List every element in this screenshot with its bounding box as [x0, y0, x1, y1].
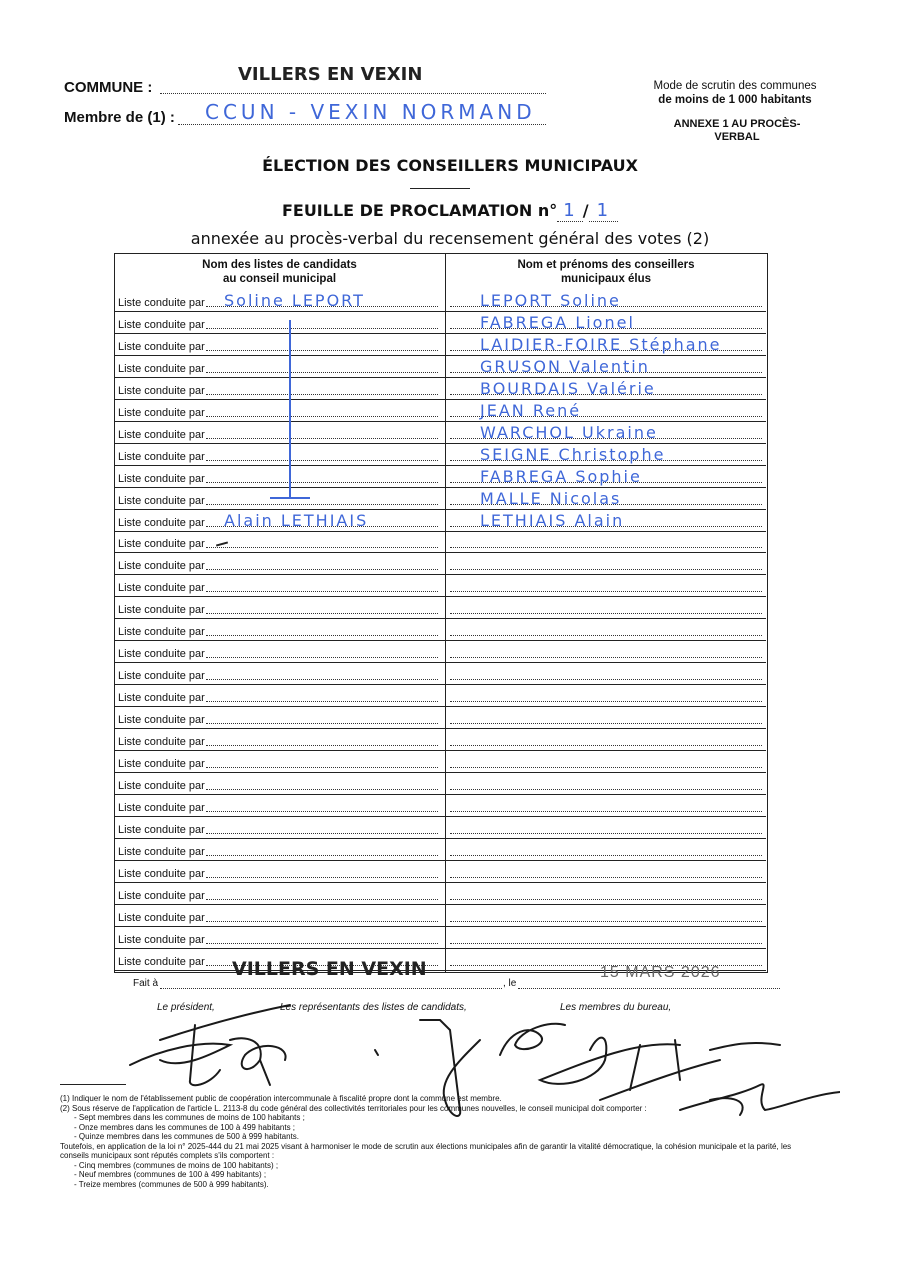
row-liste-dotted — [206, 723, 438, 724]
row-prefix: Liste conduite par — [118, 867, 205, 880]
table-row — [114, 356, 766, 378]
row-prefix: Liste conduite par — [118, 714, 205, 727]
president-label: Le président, — [157, 1002, 215, 1013]
row-prefix: Liste conduite par — [118, 472, 205, 485]
row-elu-dotted — [450, 569, 762, 570]
row-liste-dotted — [206, 350, 438, 351]
row-liste-dotted — [206, 591, 438, 592]
row-elu-dotted — [450, 547, 762, 548]
row-elu-name: SEIGNE Christophe — [480, 444, 666, 464]
row-prefix: Liste conduite par — [118, 845, 205, 858]
table-row — [114, 927, 766, 949]
feuille-title — [0, 200, 900, 221]
row-liste-dotted — [206, 943, 438, 944]
row-liste-dotted — [206, 745, 438, 746]
table-row — [114, 883, 766, 905]
row-elu-dotted — [450, 635, 762, 636]
row-prefix: Liste conduite par — [118, 516, 205, 529]
row-elu-dotted — [450, 943, 762, 944]
table-row — [114, 553, 766, 575]
footnote-line: - Treize membres (communes de 500 à 999 habitants). — [74, 1179, 269, 1189]
row-prefix: Liste conduite par — [118, 450, 205, 463]
row-prefix: Liste conduite par — [118, 318, 205, 331]
footnote-line: Toutefois, en application de la loi n° 2025-444 du 21 mai 2025 visant à harmoniser le mode de scrutin aux élections municipales afin de garantir la vitalité démocratique, la cohésion municipale et la parité, les — [60, 1141, 792, 1151]
row-elu-name: MALLE Nicolas — [480, 488, 622, 508]
mode-line-1: Mode de scrutin des communes — [653, 80, 817, 92]
row-elu-name: BOURDAIS Valérie — [480, 378, 656, 398]
commune-label: COMMUNE : — [64, 79, 153, 96]
row-liste-dotted — [206, 394, 438, 395]
representants-label: Les représentants des listes de candidats, — [280, 1002, 467, 1013]
ditto-bracket-line — [289, 320, 291, 498]
row-prefix: Liste conduite par — [118, 626, 205, 639]
row-liste-dotted — [206, 372, 438, 373]
row-liste-dotted — [206, 767, 438, 768]
row-liste-dotted — [206, 657, 438, 658]
row-elu-dotted — [450, 877, 762, 878]
row-prefix: Liste conduite par — [118, 494, 205, 507]
table-row — [114, 905, 766, 927]
row-liste-dotted — [206, 679, 438, 680]
table-row — [114, 685, 766, 707]
date-stamp: 15 MARS 2026 — [600, 964, 721, 981]
row-prefix: Liste conduite par — [118, 801, 205, 814]
header-elus-line-2: municipaux élus — [560, 273, 652, 285]
table-header-elus — [446, 258, 766, 286]
header-elus-line-1: Nom et prénoms des conseillers — [517, 259, 695, 271]
mode-scrutin — [640, 79, 830, 107]
row-elu-name: WARCHOL Ukraine — [480, 422, 658, 442]
row-elu-dotted — [450, 613, 762, 614]
row-elu-name: LEPORT Soline — [480, 291, 621, 310]
row-prefix: Liste conduite par — [118, 889, 205, 902]
membre-label: Membre de (1) : — [64, 109, 175, 126]
row-liste-dotted — [206, 504, 438, 505]
footnote-line: - Cinq membres (communes de moins de 100 habitants) ; — [74, 1160, 279, 1170]
row-prefix: Liste conduite par — [118, 779, 205, 792]
table-row — [114, 290, 766, 312]
ditto-bracket-foot — [270, 497, 310, 499]
row-prefix: Liste conduite par — [118, 736, 205, 748]
row-liste-dotted — [206, 635, 438, 636]
table-header-listes — [114, 258, 445, 286]
membre-dotted-line — [178, 123, 546, 125]
footnote-line: - Neuf membres (communes de 100 à 499 habitants) ; — [74, 1170, 267, 1179]
row-prefix: Liste conduite par — [118, 340, 205, 353]
row-prefix: Liste conduite par — [118, 538, 205, 551]
row-prefix: Liste conduite par — [118, 428, 205, 441]
fait-dotted-line — [160, 988, 502, 989]
row-liste-dotted — [206, 482, 438, 483]
row-prefix: Liste conduite par — [118, 604, 205, 617]
feuille-label: FEUILLE DE PROCLAMATION n° — [281, 201, 558, 220]
feuille-number: 1 — [557, 200, 582, 222]
row-liste-name: Soline LEPORT — [224, 291, 365, 310]
row-liste-dotted — [206, 416, 438, 417]
mode-line-2: de moins de 1 000 habitants — [658, 94, 812, 106]
row-elu-dotted — [450, 591, 762, 592]
row-elu-dotted — [450, 767, 762, 768]
table-row — [114, 861, 766, 883]
table-row — [114, 510, 766, 532]
row-liste-name: Alain LETHIAIS — [224, 510, 369, 530]
table-row — [114, 839, 766, 861]
feuille-total: 1 — [589, 200, 618, 222]
table-row — [114, 378, 766, 400]
row-liste-dotted — [206, 877, 438, 878]
row-prefix: Liste conduite par — [118, 297, 205, 309]
row-elu-name: JEAN René — [480, 400, 582, 420]
table-row — [114, 575, 766, 597]
table-row — [114, 773, 766, 795]
row-liste-dotted — [206, 855, 438, 856]
table-row — [114, 707, 766, 729]
annexe — [652, 118, 822, 144]
table-row — [114, 334, 766, 356]
election-title: ÉLECTION DES CONSEILLERS MUNICIPAUX — [262, 156, 638, 175]
table-row — [114, 619, 766, 641]
row-elu-dotted — [450, 789, 762, 790]
table-row — [114, 751, 766, 773]
row-prefix: Liste conduite par — [118, 933, 205, 946]
row-prefix: Liste conduite par — [118, 384, 205, 397]
annexee-subtitle: annexée au procès-verbal du recensement général des votes (2) — [190, 229, 710, 248]
row-prefix: Liste conduite par — [118, 955, 205, 968]
row-liste-dotted — [206, 613, 438, 614]
table-row — [114, 422, 766, 444]
annexe-line-2: VERBAL — [714, 131, 760, 143]
annexe-line-1: ANNEXE 1 AU PROCÈS- — [673, 118, 801, 130]
header-listes-line-2: au conseil municipal — [222, 273, 337, 285]
footnote-line: conseils municipaux sont réputés complets s'ils comportent : — [60, 1151, 275, 1160]
commune-value: VILLERS EN VEXIN — [238, 64, 423, 85]
row-prefix: Liste conduite par — [118, 670, 205, 683]
row-elu-dotted — [450, 723, 762, 724]
row-elu-dotted — [450, 679, 762, 680]
footnote-line: (1) Indiquer le nom de l'établissement public de coopération intercommunale à fiscalité propre dont la commune est membre. — [60, 1094, 502, 1103]
row-liste-dotted — [206, 438, 438, 439]
row-liste-dotted — [206, 789, 438, 790]
le-dotted-line — [518, 988, 780, 989]
row-prefix: Liste conduite par — [118, 648, 205, 661]
table-row — [114, 663, 766, 685]
row-prefix: Liste conduite par — [118, 406, 205, 419]
row-liste-dotted — [206, 701, 438, 702]
feuille-slash: / — [582, 201, 589, 220]
row-prefix: Liste conduite par — [118, 692, 205, 705]
row-elu-dotted — [450, 701, 762, 702]
row-elu-name: LAIDIER-FOIRE Stéphane — [480, 334, 722, 354]
row-elu-dotted — [450, 899, 762, 900]
table-row — [114, 312, 766, 334]
table-row — [114, 817, 766, 839]
footnotes — [60, 1094, 840, 1189]
row-liste-dotted — [206, 833, 438, 834]
row-prefix: Liste conduite par — [118, 823, 205, 836]
table-row — [114, 488, 766, 510]
title-separator — [410, 188, 470, 189]
row-elu-name: GRUSON Valentin — [480, 356, 650, 376]
row-prefix: Liste conduite par — [118, 757, 205, 770]
row-elu-name: FABREGA Lionel — [480, 312, 635, 332]
row-prefix: Liste conduite par — [118, 560, 205, 573]
table-row — [114, 795, 766, 817]
footnote-rule — [60, 1084, 126, 1085]
footnote-line: (2) Sous réserve de l'application de l'article L. 2113-8 du code général des collectivités territoriales pour les communes nouvelles, le conseil municipal doit comporter : — [60, 1103, 647, 1113]
footnote-line: - Sept membres dans les communes de moins de 100 habitants ; — [74, 1113, 305, 1122]
row-elu-dotted — [450, 811, 762, 812]
row-liste-dotted — [206, 328, 438, 329]
footnote-line: - Onze membres dans les communes de 100 à 499 habitants ; — [74, 1122, 296, 1132]
row-liste-dotted — [206, 811, 438, 812]
row-prefix: Liste conduite par — [118, 362, 205, 375]
row-elu-dotted — [450, 657, 762, 658]
table-row — [114, 444, 766, 466]
footnote-line: - Quinze membres dans les communes de 500 à 999 habitants. — [74, 1132, 300, 1141]
table-row — [114, 729, 766, 751]
fait-label: Fait à — [133, 978, 159, 989]
header-listes-line-1: Nom des listes de candidats — [202, 259, 357, 271]
row-prefix: Liste conduite par — [118, 911, 205, 924]
le-label: , le — [503, 978, 517, 989]
row-elu-name: LETHIAIS Alain — [480, 510, 625, 530]
row-elu-dotted — [450, 833, 762, 834]
membre-value: CCUN - VEXIN NORMAND — [205, 100, 536, 124]
row-elu-dotted — [450, 855, 762, 856]
commune-dotted-line — [160, 92, 546, 94]
row-liste-dotted — [206, 921, 438, 922]
membres-label: Les membres du bureau, — [560, 1002, 672, 1013]
row-elu-dotted — [450, 921, 762, 922]
fait-value: VILLERS EN VEXIN — [232, 958, 427, 980]
table-row — [114, 597, 766, 619]
table-row — [114, 641, 766, 663]
table-row — [114, 531, 766, 553]
row-liste-dotted — [206, 569, 438, 570]
row-liste-dotted — [206, 899, 438, 900]
table-row — [114, 466, 766, 488]
row-prefix: Liste conduite par — [118, 582, 205, 595]
row-liste-dotted — [206, 460, 438, 461]
row-elu-name: FABREGA Sophie — [480, 466, 642, 486]
row-liste-dotted — [206, 547, 438, 548]
table-row — [114, 400, 766, 422]
row-elu-dotted — [450, 745, 762, 746]
